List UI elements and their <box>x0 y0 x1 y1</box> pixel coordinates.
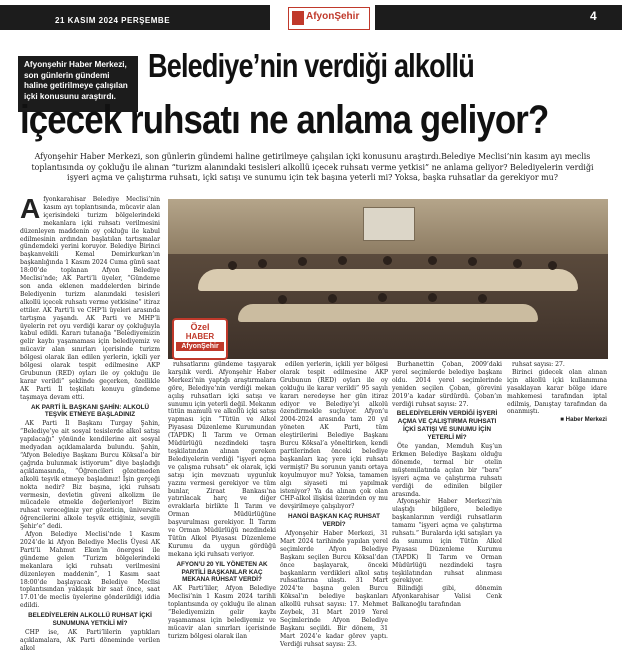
photo-person <box>228 261 237 270</box>
logo-mark-icon <box>292 11 304 25</box>
article-column-5 <box>507 361 607 424</box>
photo-bench-front <box>238 304 538 322</box>
badge-line-1: Özel <box>190 322 210 332</box>
subheading: BELEDİYELERİN VERDİĞİ İŞYERİ AÇMA VE ÇALIŞTIRMA RUHSATI İÇKİ SATIŞI VE SUNUMU İÇİN YETERLİ Mİ? <box>396 410 498 442</box>
newspaper-logo <box>288 7 370 30</box>
photo-person <box>513 259 522 268</box>
issue-date: 21 KASIM 2024 PERŞEMBE <box>55 16 171 25</box>
paragraph: Afyon Belediye Meclisi’nde 1 Kasım 2024’de ki Afyon Belediye Meclis Üyesi AK Parti’li Mahmut Eken’in önergesi ile gündeme gelen “Turizm bölgelerindeki mekanlara içki ruhsatı verilmesini düzenleyen maddenin”, 1 Kasım saat 18:00’de başlayacak Belediye Meclisi toplantısından yaklaşık bir saat önce, saat 17.01’de meclis üyelerine gönderildiği iddia edildi. <box>20 531 160 610</box>
photo-person <box>278 295 287 304</box>
subheading: BELEDİYELERİN ALKOLLÜ RUHSAT İÇKİ SUNUMUNA YETKİLİ Mİ? <box>28 612 152 628</box>
logo-text: AfyonŞehir <box>306 11 360 22</box>
paragraph: Öte yandan, Memduh Kuş’un Erkmen Belediye Başkanı olduğu dönemde, termal bir otelin müştemilatında açılan bir “bara” işyeri açma ve çalıştırma ruhsatı verdiği de edinilen bilgiler arasında. <box>392 443 502 498</box>
photo-person <box>383 256 392 265</box>
subheading: AK PARTİ İL BAŞKANI ŞAHİN: ALKOLÜ TEŞVİK ETMEYE BAŞLADINIZ <box>30 403 150 419</box>
paragraph: ruhsatlarını gündeme taşıyarak karşılık verdi. Afyonşehir Haber Merkezi’nin yaptığı araştırmalara göre, Belediye’nin verdiği mekan açılış ruhsatları içki satışı ve sunumu için yeterli değil. Mekanın tütün mamulü ve alkollü içki satışı yapması için “Tütün ve Alkol Piyasası Düzenleme Kurumundan (TAPDK) İl Tarım ve Orman Müdürlüğü nezdindeki taşra teşkilatından alınan gereken Belediyelerin verdiği “işyeri açma ve çalışma ruhsatı” ek olarak, içki satışı için mevzuatı uygunluk yazını vermesi gerekiyor ve tüm bunlar, Ziraat Bankası’na yatırılacak harç ve diğer evraklarla birlikte İl Tarım ve Orman Müdürlüğüne başvurulması gerekiyor. İl Tarım ve Orman Müdürlüğü nezdindeki Tütün Alkol Piyasası Düzenleme Kurumu da uygun gördüğü mekana içki ruhsatı veriyor. <box>168 361 276 558</box>
headline-line-2: içecek ruhsatı ne anlama geliyor? <box>20 98 549 142</box>
article-column-3 <box>280 361 388 649</box>
paragraph: Birinci gidecek olan alınan için alkollü içki kullanımına yasaklayan karar bölge idare mahkemesi tarafından iptal edilmiş, Danıştay tarafından da onanmıştı. <box>507 368 607 416</box>
byline: ■ Haber Merkezi <box>560 416 607 424</box>
paragraph: Afyonşehir Haber Merkezi, 31 Mart 2024 tarihinde yapılan yerel seçimlerde Afyon Belediye Başkanı seçilen Burcu Köksal’dan önce başlayarak, önceki başkanların verdikleri alkol satış ruhsatlarına ulaştı. 31 Mart 2024’te başına gelen Burcu Köksal’ın belediye başkanları alkollü ruhsat sayısı: 17. Mehmet Zeybek, 31 Mart 2019 Yerel Seçimlerinde Afyon Belediye Başkanı seçildi. Bir dönem, 31 Mart 2024’e kadar görev yaptı. Verdiği ruhsat sayısı: 23. <box>280 530 388 648</box>
intro-box: Afyonşehir Haber Merkezi, son günlerin gündemi haline getirilmeye çalışılan içki konusunu araştırdı. <box>18 56 138 112</box>
page-number: 4 <box>590 9 597 23</box>
header-left-strip <box>0 5 270 30</box>
photo-person <box>298 257 307 266</box>
paragraph: AK Parti İl Başkanı Turgay Şahin, “Belediye’ye ait sosyal tesislerde alkol satışı yapılacağı” yönünde kendilerine ait sosyal medyadan açıklamalarda bulundu. Şahin, “Afyon Belediye Başkanı Burcu Köksal’a bir çağrıda bulunmak istiyorum” diye başladığı açıklamasında, “Öğrencileri gözetmeden alkolü teşvik etmeye başladınız! İşin gerçeği nokta nedir? Biz başına, içki ruhsatı vermesin, devletin güveni alkolizm ile mücadele etmekle değerleniyor! Bizim ruhsat vereceğiniz yer gözeticin, üniversite öğrencilerini alkole teşvik ettiğiniz, sevgili Şehir’e” dedi. <box>20 420 160 531</box>
paragraph: ruhsat sayısı: 27. <box>512 361 565 368</box>
article-lede: Afyonşehir Haber Merkezi, son günlerin gündemi haline getirilmeye çalışılan içki konusunu araştırdı.Belediye Meclisi’nin kasım ayı meclis toplantısında oy çokluğu ile alınan “turizm alanındaki tesisleri alkollü içecek ruhsatı verme yetkisi” ne anlama geliyor? Belediyelerin verdiği işyeri açma ve çalıştırma ruhsatı, içki satışı ve sunumu için tek başına yeterli mi? Yoksa, başka ruhsatlar da gerekiyor mu? <box>31 152 594 183</box>
photo-person <box>548 261 557 270</box>
subheading: HANGİ BAŞKAN KAÇ RUHSAT VERDİ? <box>288 513 380 529</box>
headline-line-1: Belediye’nin verdiği alkollü <box>148 47 474 84</box>
page-header <box>0 0 622 38</box>
paragraph: Bilindiği gibi, dönemin Afyonkarahisar Valisi Cenk Balkanoğlu tarafından <box>392 585 502 609</box>
paragraph: Afyonşehir Haber Merkezi’nin ulaştığı bilgilere, belediye başkanlarının verdiği ruhsatların tamamı “işyeri açma ve çalıştırma ruhsatı.” Buralarda içki satışları ya da sunumu için Tütün Alkol Piyasası Düzenleme Kurumu (TAPDK) İl Tarım ve Orman Müdürlüğü nezdindeki taşra teşkilatından ruhsat alınması gerekiyor. <box>392 498 502 585</box>
article-column-4 <box>392 361 502 609</box>
header-right-strip <box>375 5 622 30</box>
photo-screen <box>363 207 415 241</box>
paragraph: Burhanettin Çoban, 2009’daki yerel seçimlerde belediye başkanı oldu. 2014 yerel seçimlerinde yeniden seçilen Çoban, görevini 2019’a kadar sürdürdü. Çoban’ın verdiği ruhsat sayısı: 27. <box>392 361 502 408</box>
article-column-2 <box>168 361 276 641</box>
paragraph: AK Parti’liler, Afyon Belediye Meclisi’nin 1 Kasım 2024 tarihli toplantısında oy çokluğu ile alınan “Belediyemizin gelir kaybı yaşamaması için belediyemiz ve mücavir alan sınırları içerisinde turizm bölgesi olarak ilan <box>168 585 276 640</box>
paragraph: CHP ise, AK Parti’lilerin yaptıkları açıklamalara, AK Parti döneminde verilen alkol <box>20 628 160 652</box>
badge-line-2: HABER <box>185 332 215 341</box>
paragraph: edilen yerlerin, içkili yer bölgesi olarak tespit edilmesine AKP Grubunun (RED) oyları ile oy çokluğu ile karar verildi” 95 sayılı kararı neredeyse her gün itiraz ediyor ve Belediye’yi alkolü özendirmekle suçluyor. Afyon’u 2004-2024 arasında tam 20 yıl yöneten AK Parti, tüm eleştirilerini Belediye Başkanı Burcu Köksal’a yöneltirken, kendi partilerinden önceki belediye başkanları kaç yere içki ruhsatı vermişti? Bu sorunun yanıtı ortaya koyulmuyor mu? Yoksa, tamamen algı siyaseti mi yapılmak isteniyor? Ya da alınan çok olan CHP-alkol ilişkisi üzerinden oy mu devşirilmeye çalışılıyor? <box>280 361 388 511</box>
photo-person <box>468 257 477 266</box>
badge-line-3: AfyonŞehir <box>176 342 224 351</box>
exclusive-news-badge <box>172 318 228 360</box>
article-column-1 <box>20 193 160 653</box>
byline-text: Haber Merkezi <box>565 416 607 424</box>
photo-person <box>338 256 347 265</box>
photo-person <box>478 294 487 303</box>
photo-person <box>428 256 437 265</box>
council-meeting-photo <box>168 199 608 359</box>
photo-person <box>328 294 337 303</box>
drop-cap: A <box>20 193 41 224</box>
photo-person <box>258 259 267 268</box>
photo-bench-back <box>198 269 578 291</box>
photo-person <box>428 293 437 302</box>
subheading: AFYON’U 20 YIL YÖNETEN AK PARTİLİ BAŞKANLAR KAÇ MEKANA RUHSAT VERDİ? <box>176 560 268 584</box>
paragraph: fyonkarahisar Belediye Meclisi’nin kasım ayı toplantısında, mücavir alan içerisindeki turizm bölgelerindeki mekanlara içki ruhsatı verilmesini düzenleyen maddenin oy çokluğu ile kabul edilmesinin ardından başlatılan tartışmalar gündemdeki yerini koruyor. Belediye Birinci başkanvekili Kemal Demirkurkan’ın başkanlığında 1 Kasım 2024 Cuma günü saat 18:00’de toplanan Afyon Belediye Meclisi’nde; AK Parti’li üyeler, “Gündeme son anda eklenen maddelerden birinde Belediyenin turizm alanındaki tesisleri alkollü içecek ruhsatı verme yetkisine” itiraz ettiler. AK Parti’li ve CHP’li üyeleri arasında tartışma yaşandı. AK Parti ve MHP’li üyelerin ret oyu verdiği karar oy çokluğuyla kabul edildi. Kararı tutanağa “Belediyemizin gelir kaybı yaşamaması için belediyemiz ve mücavir alan sınırları içerisinde turizm bölgesi olarak ilan edilen yerlerin, içkili yer bölgesi olarak tespit edilmesine AKP Grubunun (RED) oyları ile oy çokluğu ile karar verildi” şeklinde geçerken, özellikle AK Parti İl teşkilatı konuyu gündeme taşımaya devam etti. <box>20 196 160 401</box>
photo-person <box>378 293 387 302</box>
